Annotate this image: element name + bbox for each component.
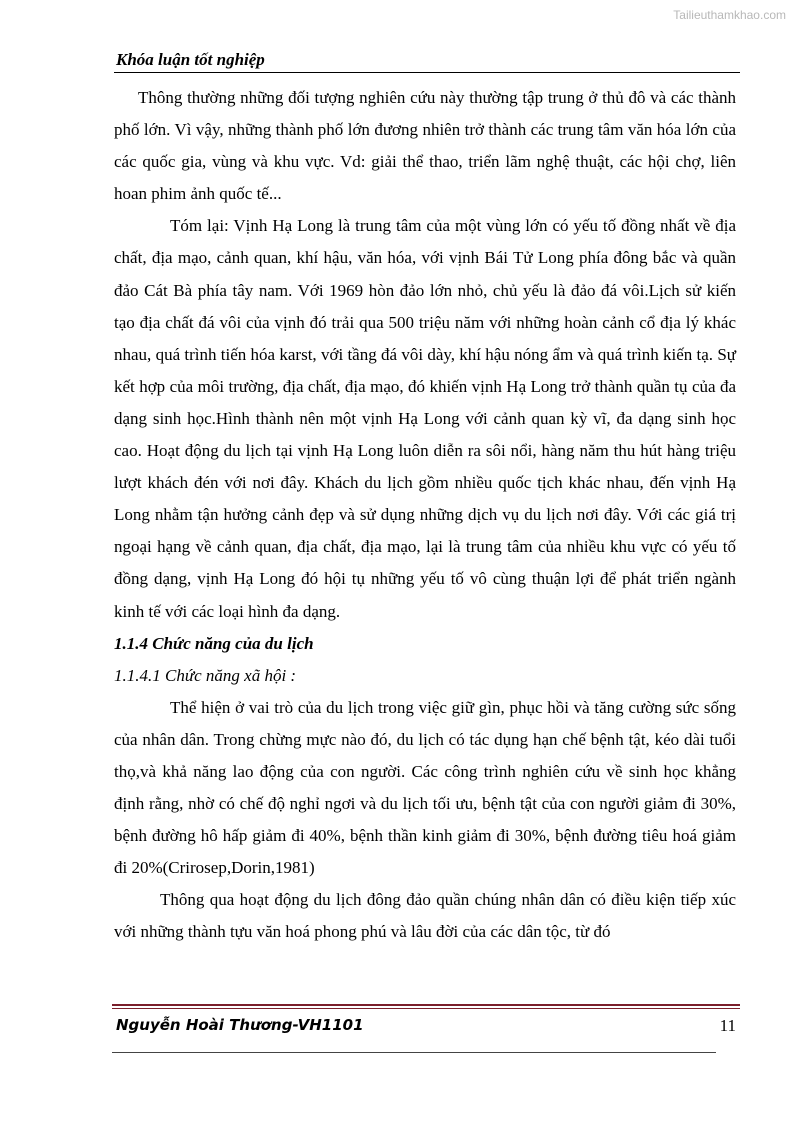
paragraph-2: Tóm lại: Vịnh Hạ Long là trung tâm của một vùng lớn có yếu tố đồng nhất về địa chất, địa mạo, cảnh quan, khí hậu, văn hóa, với vịnh Bái Tử Long phía đông bắc và quần đảo Cát Bà phía tây nam. Với 1969 hòn đảo lớn nhỏ, chủ yếu là đảo đá vôi.Lịch sử kiến tạo địa chất đá vôi của vịnh đó trải qua 500 triệu năm với những hoàn cảnh cổ địa lý khác nhau, quá trình tiến hóa karst, với tầng đá vôi dày, khí hậu nóng ẩm và quá trình kiến tạ. Sự kết hợp của môi trường, địa chất, địa mạo, đó khiến vịnh Hạ Long trở thành quần tụ của đa dạng sinh học.Hình thành nên một vịnh Hạ Long với cảnh quan kỳ vĩ, đa dạng sinh học cao. Hoạt động du lịch tại vịnh Hạ Long luôn diễn ra sôi nổi, hàng năm thu hút hàng triệu lượt khách đén với nơi đây. Khách du lịch gồm nhiều quốc tịch khác nhau, đến vịnh Hạ Long nhằm tận hưởng cảnh đẹp và sử dụng những dịch vụ du lịch nơi đây. Với các giá trị ngoại hạng về cảnh quan, địa chất, địa mạo, lại là trung tâm của nhiều khu vực có yếu tố đồng dạng, vịnh Hạ Long đó hội tụ những yếu tố vô cùng thuận lợi để phát triển ngành kinh tế với các loại hình đa dạng. [114, 216, 736, 621]
running-header-title: Khóa luận tốt nghiệp [116, 50, 265, 69]
section-heading: 1.1.4 Chức năng của du lịch [114, 633, 314, 653]
footer-author: Nguyễn Hoài Thương-VH1101 [116, 1016, 364, 1034]
page-number: 11 [719, 1016, 736, 1035]
subsection-heading: 1.1.4.1 Chức năng xã hội : [114, 665, 297, 685]
footer-divider-thin [112, 1008, 740, 1009]
paragraph-4: Thông qua hoạt động du lịch đông đảo quần chúng nhân dân có điều kiện tiếp xúc với những thành tựu văn hoá phong phú và lâu đời của các dân tộc, từ đó [114, 890, 736, 942]
header-divider [114, 72, 740, 73]
paragraph-3: Thể hiện ở vai trò của du lịch trong việc giữ gìn, phục hồi và tăng cường sức sống của nhân dân. Trong chừng mực nào đó, du lịch có tác dụng hạn chế bệnh tật, kéo dài tuổi thọ,và khả năng lao động của con người. Các công trình nghiên cứu về sinh học khẳng định rằng, nhờ có chế độ nghỉ ngơi và du lịch tối ưu, bệnh tật của con người giảm đi 30%, bệnh đường hô hấp giảm đi 40%, bệnh thần kinh giảm đi 30%, bệnh đường tiêu hoá giảm đi 20%(Crirosep,Dorin,1981) [114, 697, 736, 878]
watermark: Tailieuthamkhao.com [673, 8, 786, 22]
page-body [114, 82, 736, 949]
footer-divider-thick [112, 1004, 740, 1006]
footer-bottom-divider [112, 1052, 716, 1053]
paragraph-1: Thông thường những đối tượng nghiên cứu này thường tập trung ở thủ đô và các thành phố lớn. Vì vậy, những thành phố lớn đương nhiên trở thành các trung tâm văn hóa lớn của các quốc gia, vùng và khu vực. Vd: giải thể thao, triển lãm nghệ thuật, các hội chợ, liên hoan phim ảnh quốc tế... [114, 88, 736, 204]
